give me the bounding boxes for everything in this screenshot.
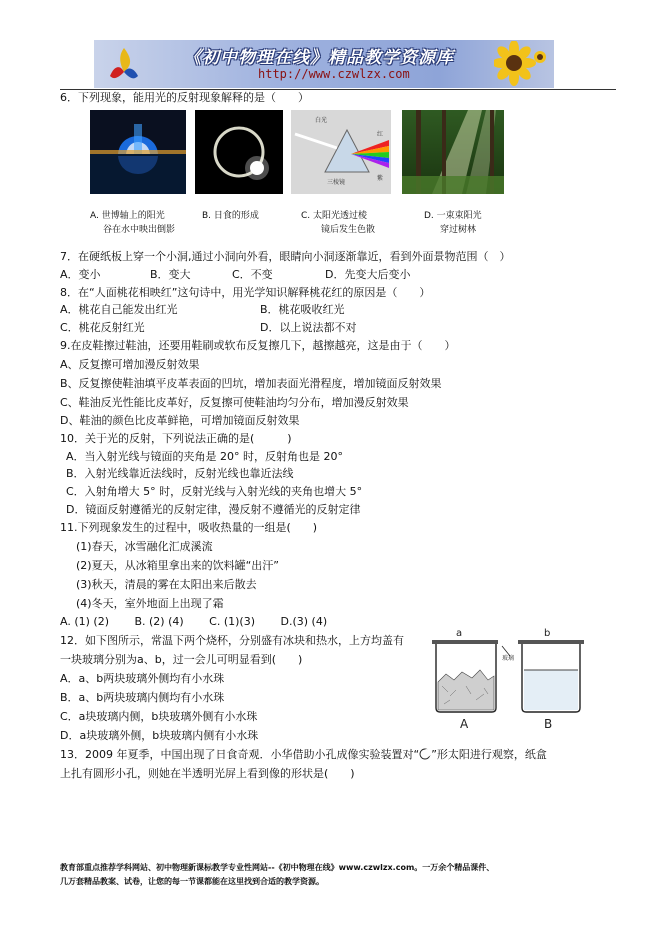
q12-stem-line2: 一块玻璃分别为a、b，过一会儿可明显看到( ) (60, 653, 303, 666)
prism-label-white: 白光 (315, 117, 328, 124)
photo-solar-eclipse (195, 110, 283, 194)
q11-options: A. (1) (2) B. (2) (4) C. (1)(3) D.(3) (4) (60, 615, 328, 628)
q9-option-a: A、反复擦可增加漫反射效果 (60, 358, 200, 371)
q8-stem: 8．在“人面桃花相映红”这句诗中，用光学知识解释桃花红的原因是（ ） (60, 286, 431, 299)
q6-stem: 6．下列现象，能用光的反射现象解释的是（ ） (60, 91, 309, 104)
q9-option-c: C、鞋油反光性能比皮革好，反复擦可使鞋油均匀分布，增加漫反射效果 (60, 396, 409, 409)
fig-label-b: b (544, 628, 551, 639)
q9-option-d: D、鞋油的颜色比皮革鲜艳，可增加镜面反射效果 (60, 414, 300, 427)
prism-label-red: 红 (377, 131, 384, 138)
q6-option-c-line2: 镜后发生色散 (321, 225, 376, 235)
prism-label-prism: 三棱镜 (327, 179, 346, 186)
q6-option-b (202, 210, 259, 222)
fig-label-beaker-b: B (544, 717, 553, 731)
q11-item-2: (2)夏天，从冰箱里拿出来的饮料罐“出汗” (76, 559, 279, 572)
q12-option-a: A．a、b两块玻璃外侧均有小水珠 (60, 672, 225, 685)
q10-option-b: B．入射光线靠近法线时，反射光线也靠近法线 (66, 467, 294, 480)
sunflower-icon (494, 41, 548, 87)
q8-option-a: A．桃花自己能发出红光 (60, 303, 178, 316)
q12-option-c: C．a块玻璃内侧，b块玻璃外侧有小水珠 (60, 710, 258, 723)
q11-stem: 11.下列现象发生的过程中，吸收热量的一组是( ) (60, 521, 318, 534)
logo-icon (106, 46, 142, 84)
q6-option-a (90, 210, 165, 222)
fig-label-beaker-a: A (460, 717, 469, 731)
q10-option-d: D．镜面反射遵循光的反射定律，漫反射不遵循光的反射定律 (66, 503, 361, 516)
option-letter: C. (301, 211, 311, 221)
q11-item-1: (1)春天，冰雪融化汇成溪流 (76, 540, 213, 553)
option-letter: A. (90, 211, 99, 221)
q7-option-b: B．变大 (150, 268, 191, 281)
footer-line1: 教育部重点推荐学科网站、初中物理新课标教学专业性网站--《初中物理在线》www.czwlzx.com。一万余个精品课件、 (60, 863, 495, 872)
fig-label-glass: 玻璃 (502, 655, 515, 662)
crescent-sun-icon (419, 748, 431, 760)
q8-option-c: C．桃花反射红光 (60, 321, 145, 334)
photo-expo-axis (90, 110, 186, 194)
q13-stem-line2: 上扎有圆形小孔，则她在半透明光屏上看到像的形状是( ) (60, 767, 355, 780)
q11-item-3: (3)秋天，清晨的雾在太阳出来后散去 (76, 578, 257, 591)
option-letter: D. (424, 211, 434, 221)
q10-option-c: C．入射角增大 5° 时，反射光线与入射光线的夹角也增大 5° (66, 485, 363, 498)
banner-url[interactable]: http://www.czwlzx.com (258, 67, 410, 81)
option-text: 日食的形成 (213, 211, 259, 221)
q9-option-b: B、反复擦使鞋油填平皮革表面的凹坑，增加表面光滑程度，增加镜面反射效果 (60, 377, 442, 390)
q7-option-d: D．先变大后变小 (325, 268, 411, 281)
option-text: 一束束阳光 (436, 211, 482, 221)
option-text: 世博轴上的阳光 (101, 211, 165, 221)
q6-option-a-line2: 谷在水中映出倒影 (103, 225, 176, 235)
q9-stem: 9.在皮鞋擦过鞋油，还要用鞋刷或软布反复擦几下，越擦越亮，这是由于（ ） (60, 339, 456, 352)
header-banner (94, 40, 554, 88)
q13-stem-line1 (60, 748, 547, 762)
q11-item-4: (4)冬天，室外地面上出现了霜 (76, 597, 224, 610)
q6-option-c (301, 210, 367, 222)
q7-option-c: C．不变 (232, 268, 273, 281)
q6-option-d (424, 210, 482, 222)
q12-stem-line1: 12．如下图所示，常温下两个烧杯，分别盛有冰块和热水，上方均盖有 (60, 634, 404, 647)
q8-option-b: B．桃花吸收红光 (260, 303, 345, 316)
option-letter: B. (202, 211, 212, 221)
glass-plate-a (432, 640, 498, 644)
q13-text-before-icon: 13．2009 年夏季，中国出现了日食奇观．小华借助小孔成像实验装置对“ (60, 748, 420, 761)
q12-option-b: B．a、b两块玻璃内侧均有小水珠 (60, 691, 225, 704)
option-text: 太阳光透过棱 (313, 211, 368, 221)
q8-option-d: D．以上说法都不对 (260, 321, 357, 334)
footer-line2: 几万套精品教案、试卷，让您的每一节课都能在这里找到合适的教学资源。 (60, 877, 324, 886)
q13-text-after-icon: ”形太阳进行观察，纸盒 (431, 748, 547, 761)
banner-title: 《初中物理在线》精品教学资源库 (184, 48, 454, 68)
header-divider (60, 89, 616, 90)
q7-option-a: A．变小 (60, 268, 101, 281)
q7-stem: 7．在硬纸板上穿一个小洞,通过小洞向外看，眼睛向小洞逐渐靠近，看到外面景物范围（ ） (60, 250, 511, 263)
q10-option-a: A．当入射光线与镜面的夹角是 20° 时，反射角也是 20° (66, 450, 344, 463)
q10-stem: 10．关于光的反射，下列说法正确的是( ) (60, 432, 292, 445)
q12-option-d: D．a块玻璃外侧，b块玻璃内侧有小水珠 (60, 729, 259, 742)
prism-label-violet: 紫 (377, 175, 384, 182)
photo-prism-dispersion (291, 110, 391, 194)
fig-label-a: a (456, 628, 463, 639)
q12-beakers-figure (426, 624, 590, 736)
q6-option-d-line2: 穿过树林 (440, 225, 477, 235)
photo-forest-sunbeams (402, 110, 504, 194)
glass-plate-b (518, 640, 584, 644)
